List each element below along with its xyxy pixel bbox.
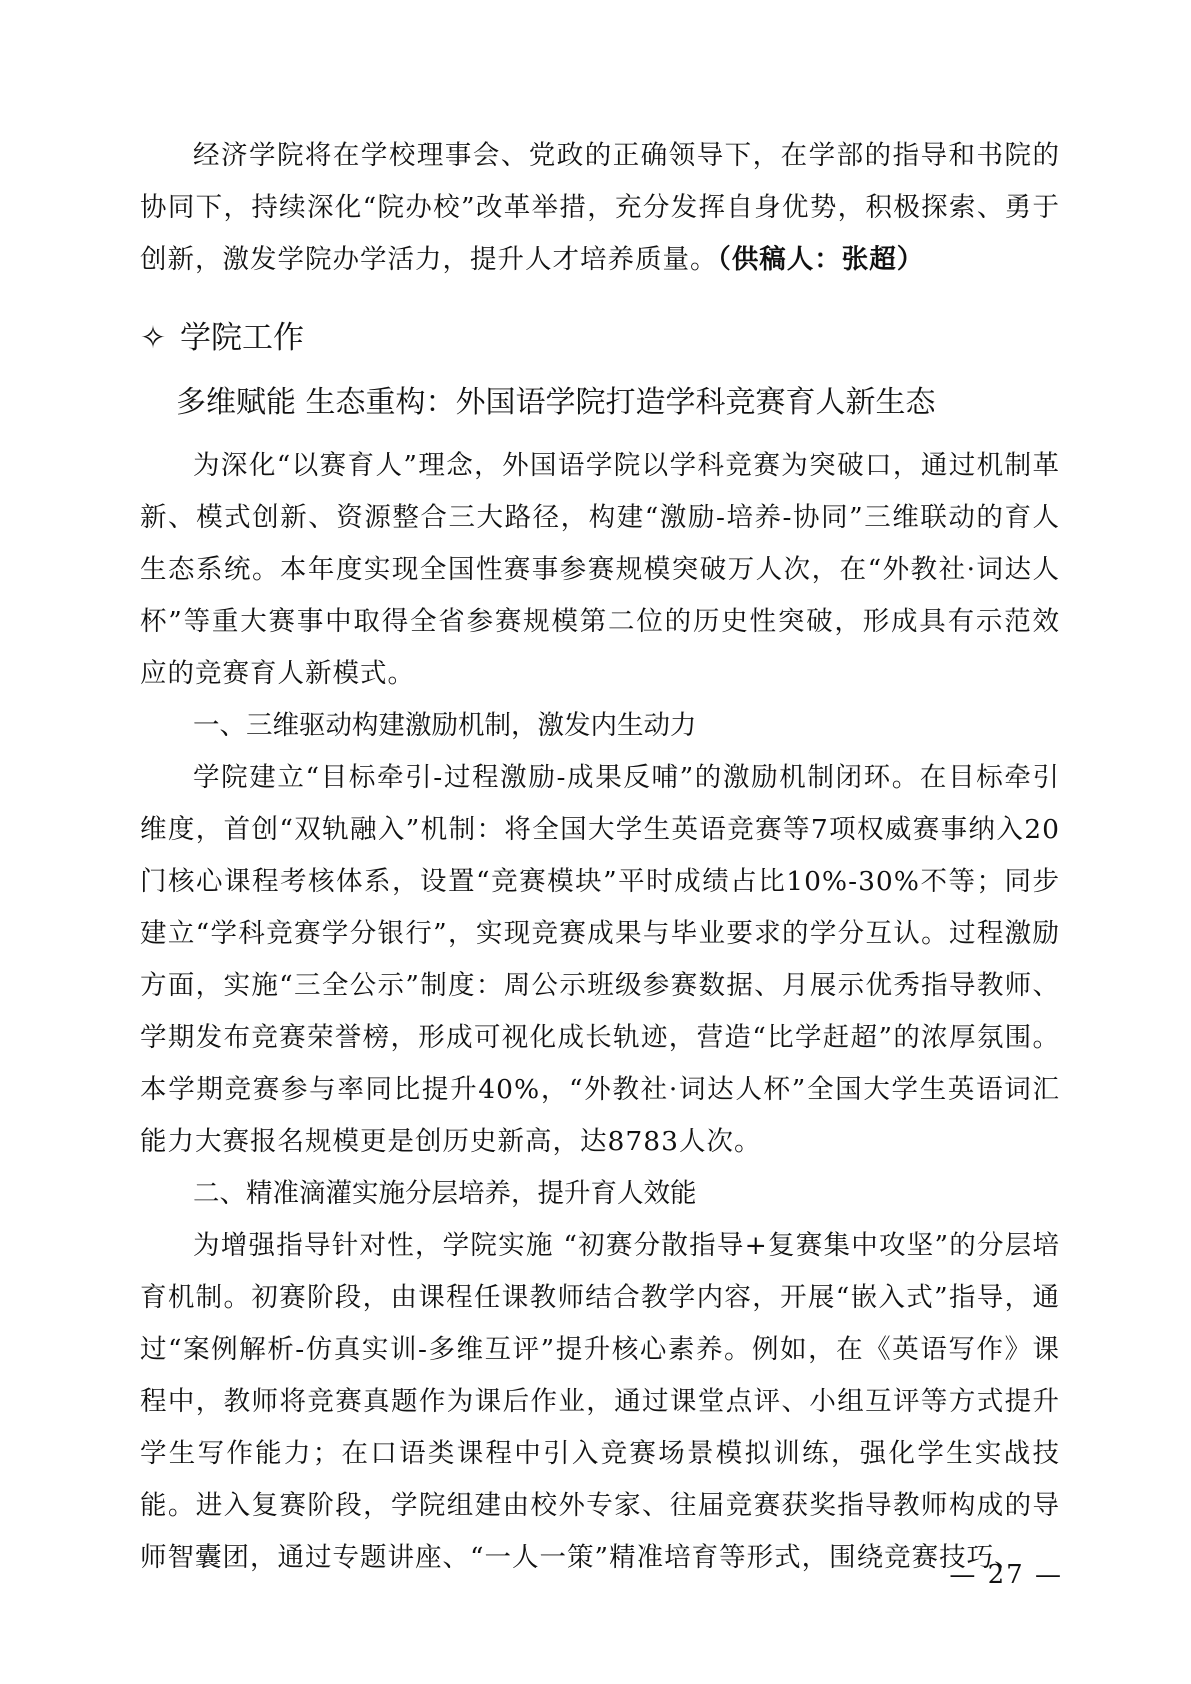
article-paragraph-1: 为深化“以赛育人”理念，外国语学院以学科竞赛为突破口，通过机制革新、模式创新、资源整合三大路径，构建“激励-培养-协同”三维联动的育人生态系统。本年度实现全国性赛事参赛规模突破万人次，在“外教社·词达人杯”等重大赛事中取得全省参赛规模第二位的历史性突破，形成具有示范效应的竞赛育人新模式。 (140, 450, 1060, 689)
article-title: 多维赋能 生态重构：外国语学院打造学科竞赛育人新生态 (176, 385, 936, 420)
page-content (140, 130, 1060, 1584)
sub-heading-1: 一、三维驱动构建激励机制，激发内生动力 (193, 710, 697, 741)
diamond-icon: ✧ (140, 320, 166, 356)
intro-credit: （供稿人：张超） (717, 244, 925, 275)
article-paragraph-2: 学院建立“目标牵引-过程激励-成果反哺”的激励机制闭环。在目标牵引维度，首创“双轨融入”机制：将全国大学生英语竞赛等7项权威赛事纳入20门核心课程考核体系，设置“竞赛模块”平时成绩占比10%-30%不等；同步建立“学科竞赛学分银行”，实现竞赛成果与毕业要求的学分互认。过程激励方面，实施“三全公示”制度：周公示班级参赛数据、月展示优秀指导教师、学期发布竞赛荣誉榜，形成可视化成长轨迹，营造“比学赶超”的浓厚氛围。本学期竞赛参与率同比提升40%，“外教社·词达人杯”全国大学生英语词汇能力大赛报名规模更是创历史新高，达8783人次。 (140, 762, 1060, 1157)
page-number: — 27 — (949, 1560, 1063, 1590)
sub-heading-2: 二、精准滴灌实施分层培养，提升育人效能 (193, 1178, 697, 1209)
article-paragraph-3: 为增强指导针对性，学院实施 “初赛分散指导+复赛集中攻坚”的分层培育机制。初赛阶段，由课程任课教师结合教学内容，开展“嵌入式”指导，通过“案例解析-仿真实训-多维互评”提升核心素养。例如，在《英语写作》课程中，教师将竞赛真题作为课后作业，通过课堂点评、小组互评等方式提升学生写作能力；在口语类课程中引入竞赛场景模拟训练，强化学生实战技能。进入复赛阶段，学院组建由校外专家、往届竞赛获奖指导教师构成的导师智囊团，通过专题讲座、“一人一策”精准培育等形式，围绕竞赛技巧、 (140, 1230, 1060, 1573)
intro-paragraph (140, 130, 1060, 286)
section-title: 学院工作 (180, 320, 304, 356)
intro-text: 经济学院将在学校理事会、党政的正确领导下，在学部的指导和书院的协同下，持续深化“院办校”改革举措，充分发挥自身优势，积极探索、勇于创新，激发学院办学活力，提升人才培养质量。 (140, 140, 1060, 275)
section-heading (140, 308, 1060, 368)
